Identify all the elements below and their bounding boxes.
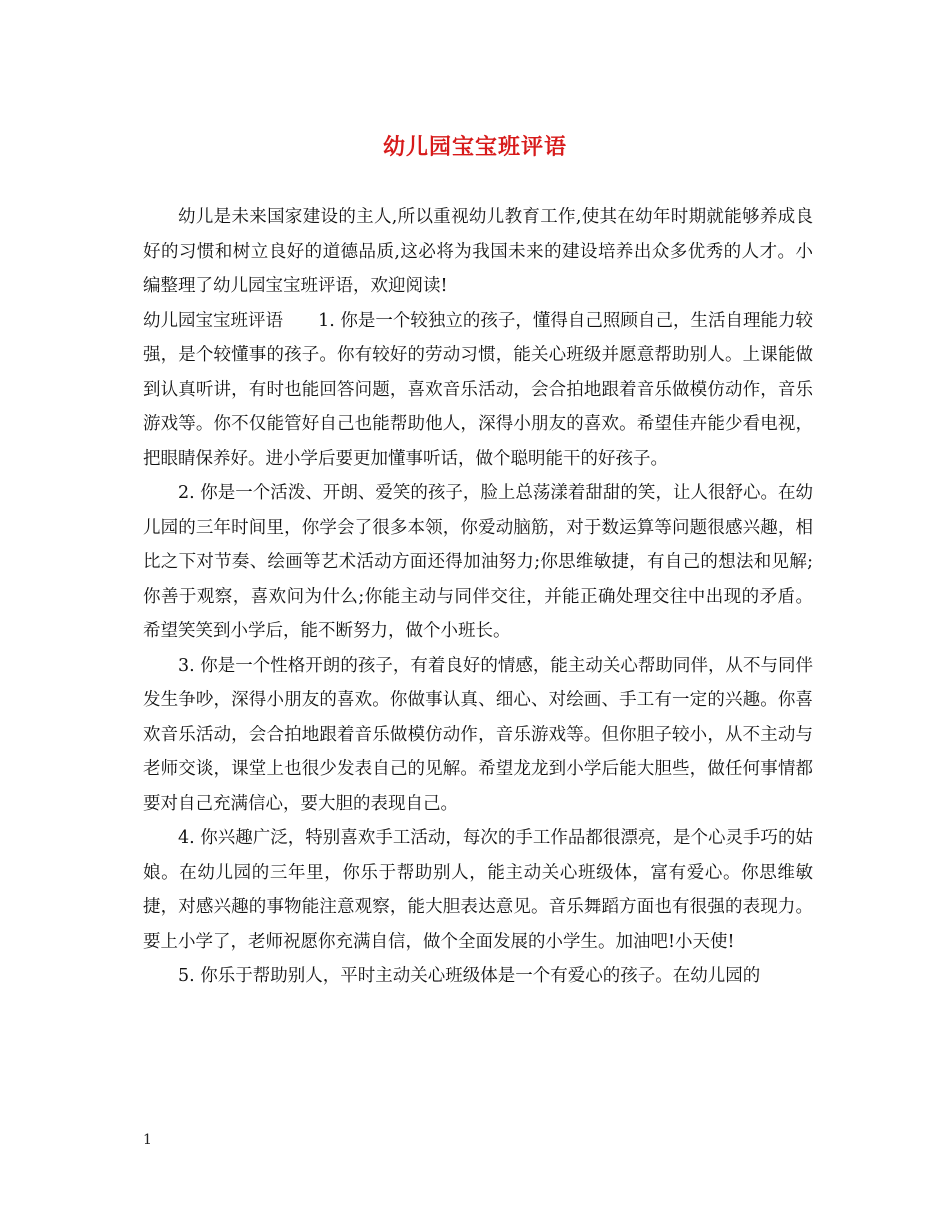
comment-paragraph-2: 2. 你是一个活泼、开朗、爱笑的孩子，脸上总荡漾着甜甜的笑，让人很舒心。在幼儿园的三年时间里，你学会了很多本领，你爱动脑筋，对于数运算等问题很感兴趣，相比之下对节奏、绘画等艺术活动方面还得加油努力;你思维敏捷，有自己的想法和见解;你善于观察，喜欢问为什么;你能主动与同伴交往，并能正确处理交往中出现的矛盾。希望笑笑到小学后，能不断努力，做个小班长。 — [143, 483, 813, 641]
comment-paragraph-1: 幼儿园宝宝班评语 1. 你是一个较独立的孩子，懂得自己照顾自己，生活自理能力较强，是个较懂事的孩子。你有较好的劳动习惯，能关心班级并愿意帮助别人。上课能做到认真听讲，有时也能回答问题，喜欢音乐活动，会合拍地跟着音乐做模仿动作，音乐游戏等。你不仅能管好自己也能帮助他人，深得小朋友的喜欢。希望佳卉能少看电视，把眼睛保养好。进小学后要更加懂事听话，做个聪明能干的好孩子。 — [143, 310, 813, 469]
comment-paragraph-5: 5. 你乐于帮助别人，平时主动关心班级体是一个有爱心的孩子。在幼儿园的 — [178, 966, 761, 986]
page-number: 1 — [143, 1132, 152, 1148]
document-body — [143, 200, 813, 994]
intro-paragraph: 幼儿是未来国家建设的主人,所以重视幼儿教育工作,使其在幼年时期就能够养成良好的习惯和树立良好的道德品质,这必将为我国未来的建设培养出众多优秀的人才。小编整理了幼儿园宝宝班评语，欢迎阅读! — [143, 207, 813, 296]
comment-paragraph-3: 3. 你是一个性格开朗的孩子，有着良好的情感，能主动关心帮助同伴，从不与同伴发生争吵，深得小朋友的喜欢。你做事认真、细心、对绘画、手工有一定的兴趣。你喜欢音乐活动，会合拍地跟着音乐做模仿动作，音乐游戏等。但你胆子较小，从不主动与老师交谈，课堂上也很少发表自己的见解。希望龙龙到小学后能大胆些，做任何事情都要对自己充满信心，要大胆的表现自己。 — [143, 655, 813, 814]
comment-paragraph-4: 4. 你兴趣广泛，特别喜欢手工活动，每次的手工作品都很漂亮，是个心灵手巧的姑娘。在幼儿园的三年里，你乐于帮助别人，能主动关心班级体，富有爱心。你思维敏捷，对感兴趣的事物能注意观察，能大胆表达意见。音乐舞蹈方面也有很强的表现力。要上小学了，老师祝愿你充满自信，做个全面发展的小学生。加油吧!小天使! — [143, 828, 813, 952]
document-title: 幼儿园宝宝班评语 — [382, 134, 567, 160]
